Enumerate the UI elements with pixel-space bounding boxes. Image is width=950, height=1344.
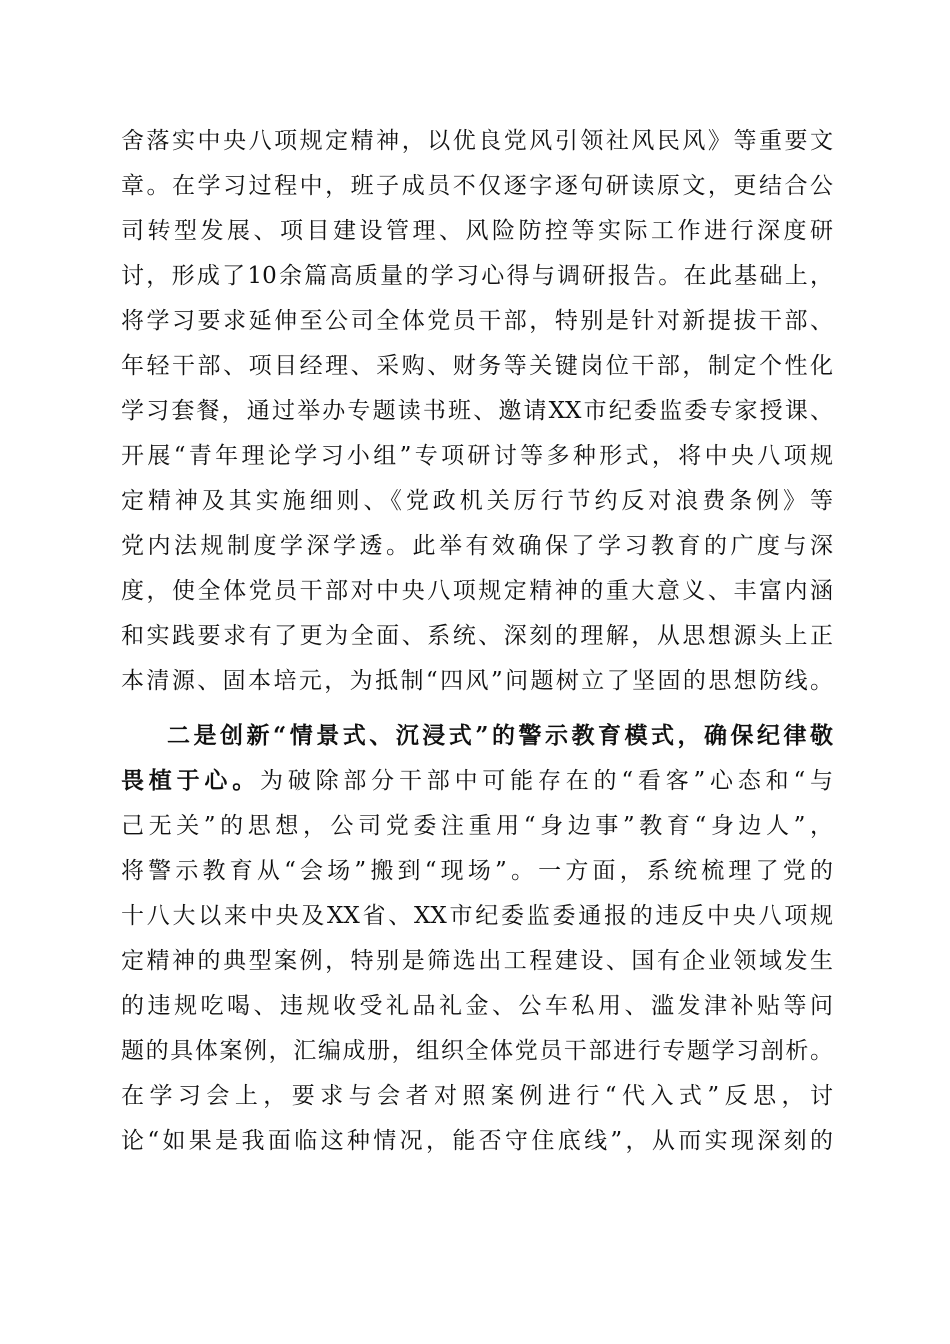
paragraph-line: 将警示教育从“会场”搬到“现场”。一方面，系统梳理了党的	[121, 858, 833, 884]
paragraph-line: 讨，形成了10余篇高质量的学习心得与调研报告。在此基础上，	[121, 263, 833, 289]
section-heading: 二是创新“情景式、沉浸式”的警示教育模式，确保纪律敬	[167, 722, 833, 749]
paragraph-line: 将学习要求延伸至公司全体党员干部，特别是针对新提拔干部、	[121, 308, 833, 334]
paragraph-line: 党内法规制度学深学透。此举有效确保了学习教育的广度与深	[121, 533, 833, 559]
paragraph-line: 度，使全体党员干部对中央八项规定精神的重大意义、丰富内涵	[121, 578, 833, 604]
paragraph-line: 论“如果是我面临这种情况，能否守住底线”，从而实现深刻的	[121, 1128, 833, 1154]
paragraph-line: 本清源、固本培元，为抵制“四风”问题树立了坚固的思想防线。	[121, 668, 833, 694]
paragraph-line: 十八大以来中央及XX省、XX市纪委监委通报的违反中央八项规	[121, 903, 833, 929]
paragraph-line: 学习套餐，通过举办专题读书班、邀请XX市纪委监委专家授课、	[121, 398, 833, 424]
paragraph-line	[121, 761, 833, 801]
paragraph-line: 己无关”的思想，公司党委注重用“身边事”教育“身边人”，	[121, 813, 833, 839]
paragraph-line: 定精神及其实施细则、《党政机关厉行节约反对浪费条例》等	[121, 488, 833, 514]
paragraph-text: 为破除部分干部中可能存在的“看客”心态和“与	[259, 768, 833, 794]
section-heading-continued: 畏植于心。	[121, 767, 260, 794]
section-heading-line	[167, 716, 833, 756]
paragraph-line: 的违规吃喝、违规收受礼品礼金、公车私用、滥发津补贴等问	[121, 993, 833, 1019]
paragraph-line: 舍落实中央八项规定精神，以优良党风引领社风民风》等重要文	[121, 128, 833, 154]
paragraph-line: 在学习会上，要求与会者对照案例进行“代入式”反思，讨	[121, 1083, 833, 1109]
paragraph-line: 定精神的典型案例，特别是筛选出工程建设、国有企业领域发生	[121, 948, 833, 974]
paragraph-line: 司转型发展、项目建设管理、风险防控等实际工作进行深度研	[121, 218, 833, 244]
paragraph-line: 年轻干部、项目经理、采购、财务等关键岗位干部，制定个性化	[121, 353, 833, 379]
paragraph-line: 题的具体案例，汇编成册，组织全体党员干部进行专题学习剖析。	[121, 1038, 833, 1064]
paragraph-line: 和实践要求有了更为全面、系统、深刻的理解，从思想源头上正	[121, 623, 833, 649]
paragraph-line: 开展“青年理论学习小组”专项研讨等多种形式，将中央八项规	[121, 443, 833, 469]
paragraph-line: 章。在学习过程中，班子成员不仅逐字逐句研读原文，更结合公	[121, 173, 833, 199]
